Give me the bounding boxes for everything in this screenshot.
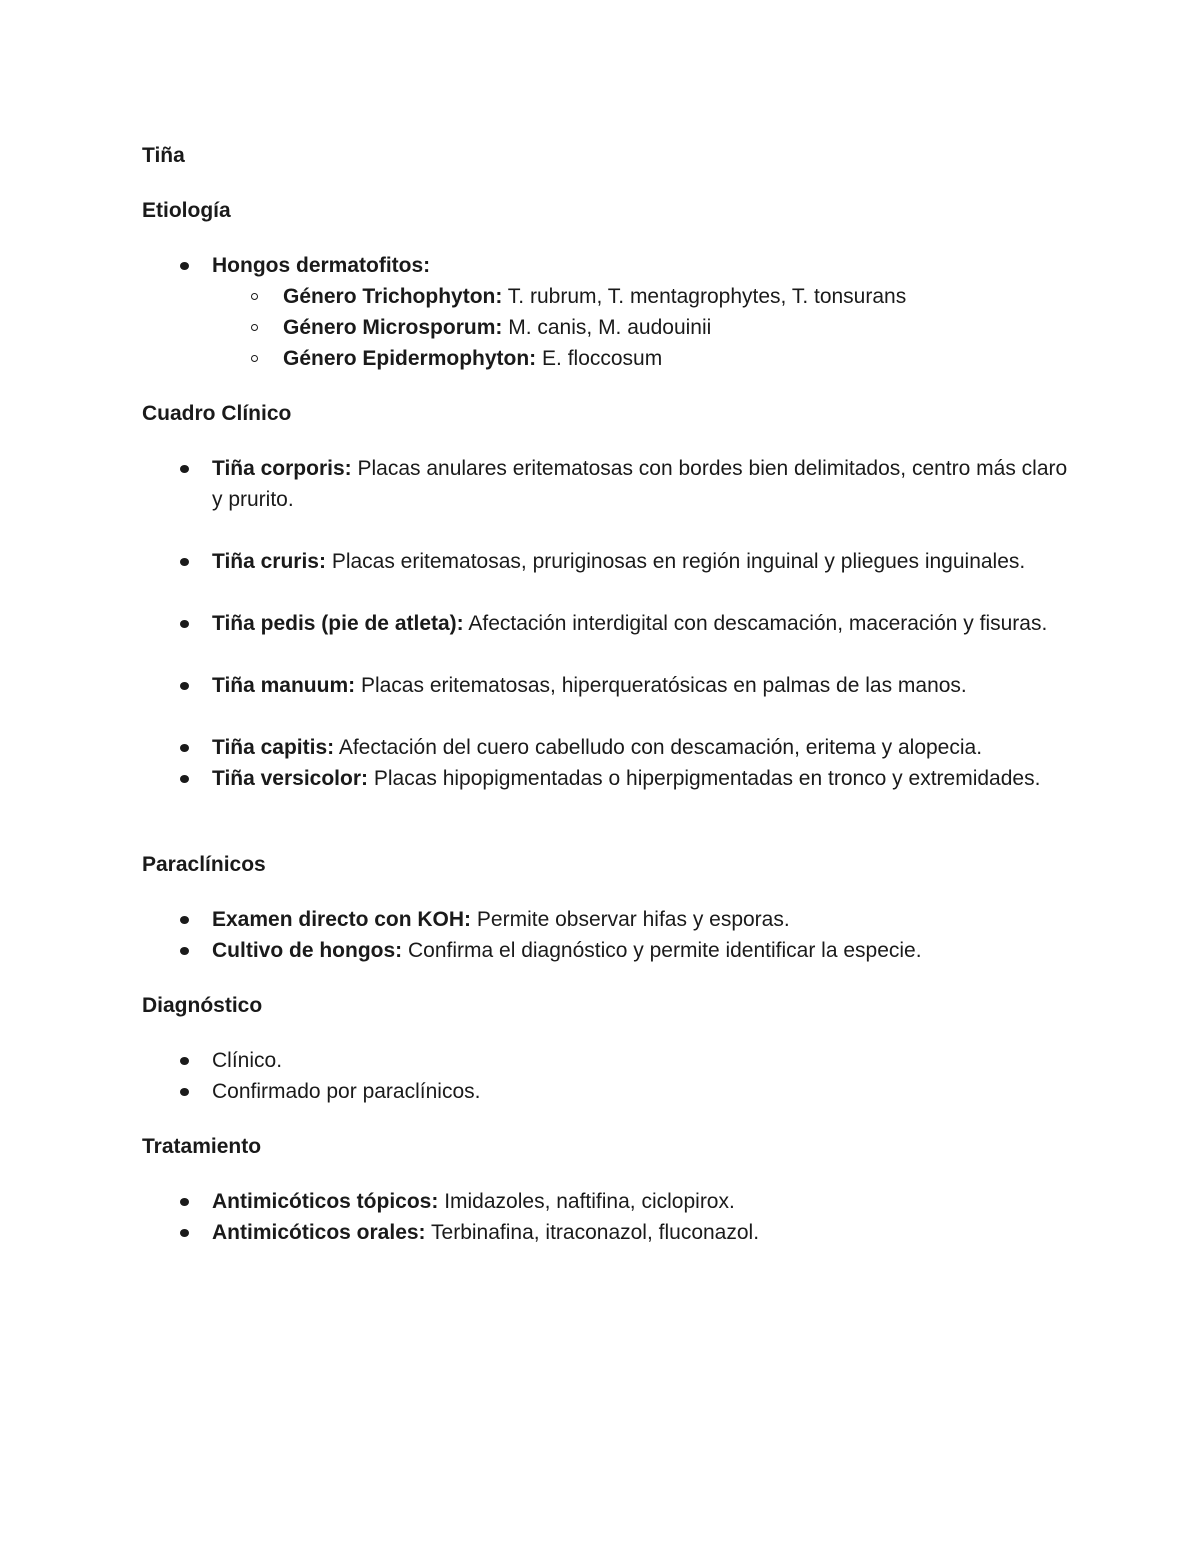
list-item: Confirmado por paraclínicos. — [142, 1076, 1072, 1107]
list-item — [142, 250, 1072, 374]
item-text: Afectación interdigital con descamación, maceración y fisuras. — [463, 612, 1048, 635]
item-text: Confirma el diagnóstico y permite identificar la especie. — [402, 939, 922, 962]
sublist-item — [212, 281, 1072, 312]
item-text: Placas eritematosas, hiperqueratósicas en palmas de las manos. — [355, 674, 967, 697]
item-text: T. rubrum, T. mentagrophytes, T. tonsurans — [502, 285, 907, 308]
list-item — [142, 904, 1072, 935]
cuadro-clinico-list — [142, 453, 1072, 794]
tratamiento-list — [142, 1186, 1072, 1248]
item-label: Tiña versicolor: — [212, 767, 369, 790]
item-text: Placas anulares eritematosas con bordes bien delimitados, centro más claro y prurito. — [212, 457, 1068, 511]
list-item — [142, 1186, 1072, 1217]
item-label: Antimicóticos orales: — [212, 1221, 426, 1244]
item-text: Afectación del cuero cabelludo con descamación, eritema y alopecia. — [334, 736, 983, 759]
section-heading-paraclinicos: Paraclínicos — [142, 853, 266, 876]
item-label: Tiña capitis: — [212, 736, 335, 759]
section-heading-tratamiento: Tratamiento — [142, 1135, 262, 1158]
item-label: Tiña cruris: — [212, 550, 326, 573]
list-item — [142, 732, 1072, 763]
item-text: M. canis, M. audouinii — [502, 316, 712, 339]
list-item — [142, 763, 1072, 794]
sublist — [212, 281, 1072, 374]
item-text: E. floccosum — [536, 347, 663, 370]
list-item — [142, 1217, 1072, 1248]
sublist-item — [212, 312, 1072, 343]
paraclinicos-list — [142, 904, 1072, 966]
item-label: Tiña manuum: — [212, 674, 356, 697]
list-item — [142, 453, 1072, 515]
list-item: Clínico. — [142, 1045, 1072, 1076]
item-text: Permite observar hifas y esporas. — [471, 908, 790, 931]
list-item — [142, 546, 1072, 577]
document-title: Tiña — [142, 144, 185, 167]
section-heading-diagnostico: Diagnóstico — [142, 994, 263, 1017]
item-label: Género Trichophyton: — [283, 285, 503, 308]
item-text: Imidazoles, naftifina, ciclopirox. — [438, 1190, 735, 1213]
item-text: Terbinafina, itraconazol, fluconazol. — [425, 1221, 760, 1244]
item-text: Placas hipopigmentadas o hiperpigmentadas en tronco y extremidades. — [368, 767, 1041, 790]
sublist-item — [212, 343, 1072, 374]
item-label: Antimicóticos tópicos: — [212, 1190, 439, 1213]
item-label: Cultivo de hongos: — [212, 939, 403, 962]
list-item — [142, 608, 1072, 639]
item-label: Tiña pedis (pie de atleta): — [212, 612, 464, 635]
item-label: Hongos dermatofitos: — [212, 254, 431, 277]
section-heading-cuadro-clinico: Cuadro Clínico — [142, 402, 292, 425]
section-heading-etiologia: Etiología — [142, 199, 231, 222]
list-item — [142, 670, 1072, 701]
item-label: Tiña corporis: — [212, 457, 352, 480]
list-item — [142, 935, 1072, 966]
document-body — [142, 140, 1072, 1248]
diagnostico-list — [142, 1045, 1072, 1107]
item-label: Examen directo con KOH: — [212, 908, 472, 931]
etiologia-list — [142, 250, 1072, 374]
item-text: Placas eritematosas, pruriginosas en región inguinal y pliegues inguinales. — [325, 550, 1026, 573]
item-label: Género Epidermophyton: — [283, 347, 537, 370]
item-label: Género Microsporum: — [283, 316, 503, 339]
